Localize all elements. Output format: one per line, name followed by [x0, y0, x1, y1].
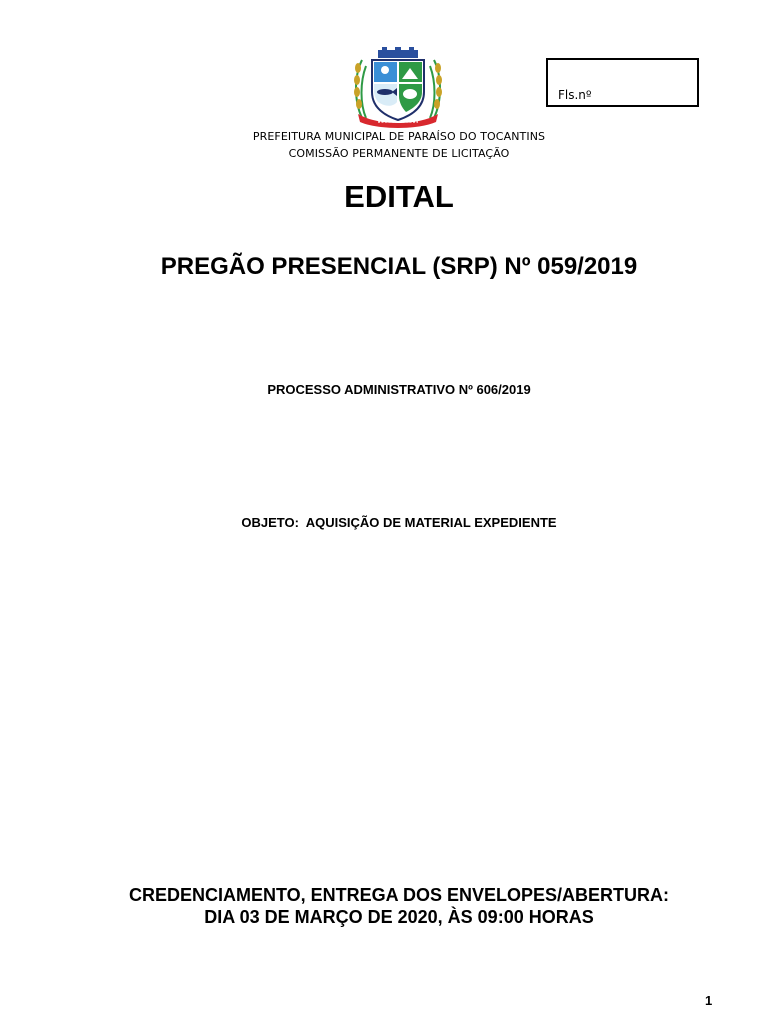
page-number: 1	[705, 993, 713, 1008]
pregao-heading: PREGÃO PRESENCIAL (SRP) Nº 059/2019	[160, 253, 638, 280]
credenciamento-block	[0, 884, 770, 928]
commission-name: COMISSÃO PERMANENTE DE LICITAÇÃO	[288, 147, 510, 160]
credenciamento-line: CREDENCIAMENTO, ENTREGA DOS ENVELOPES/ABERTURA:	[128, 885, 670, 905]
objeto-line: OBJETO: AQUISIÇÃO DE MATERIAL EXPEDIENTE	[241, 515, 557, 530]
municipal-coat-of-arms-icon	[348, 46, 448, 128]
fls-label: Fls.nº	[558, 88, 592, 102]
page-stamp-box	[546, 58, 699, 107]
organization-name: PREFEITURA MUNICIPAL DE PARAÍSO DO TOCANTINS	[252, 130, 546, 143]
processo-line: PROCESSO ADMINISTRATIVO Nº 606/2019	[267, 382, 531, 397]
document-title: EDITAL	[344, 179, 454, 214]
credenciamento-date-line: DIA 03 DE MARÇO DE 2020, ÀS 09:00 HORAS	[204, 907, 594, 927]
